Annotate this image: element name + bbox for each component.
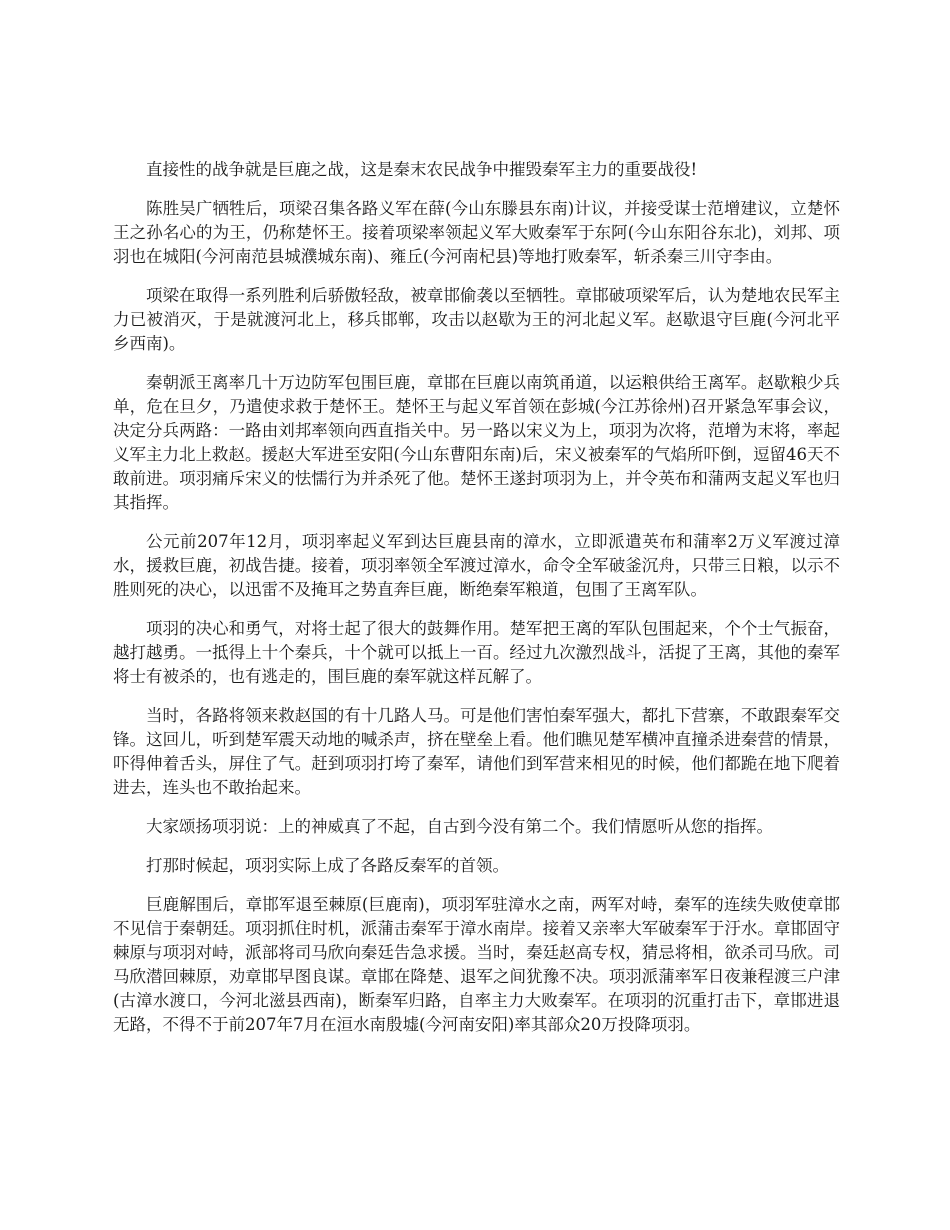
paragraph-9: 打那时候起，项羽实际上成了各路反秦军的首领。 [146,856,509,875]
paragraph-3: 项梁在取得一系列胜利后骄傲轻敌，被章邯偷袭以至牺牲。章邯破项梁军后，认为楚地农民军主力已被消灭，于是就渡河北上，移兵邯郸，攻击以赵歇为王的河北起义军。赵歇退守巨鹿(今河北平乡西南)。 [113,286,840,353]
paragraph-1: 直接性的战争就是巨鹿之战，这是秦末农民战争中摧毁秦军主力的重要战役! [146,160,698,179]
document-page [113,158,840,1052]
paragraph-2: 陈胜吴广牺牲后，项梁召集各路义军在薛(今山东滕县东南)计议，并接受谋士范增建议，立楚怀王之孙名心的为王，仍称楚怀王。接着项梁率领起义军大败秦军于东阿(今山东阳谷东北)，刘邦、项羽也在城阳(今河南范县城濮城东南)、雍丘(今河南杞县)等地打败秦军，斩杀秦三川守李由。 [113,199,840,266]
paragraph-10: 巨鹿解围后，章邯军退至棘原(巨鹿南)，项羽军驻漳水之南，两军对峙，秦军的连续失败使章邯不见信于秦朝廷。项羽抓住时机，派蒲击秦军于漳水南岸。接着又亲率大军破秦军于汙水。章邯固守棘原与项羽对峙，派部将司马欣向秦廷告急求援。当时，秦廷赵高专权，猜忌将相，欲杀司马欣。司马欣潜回棘原，劝章邯早图良谋。章邯在降楚、退军之间犹豫不决。项羽派蒲率军日夜兼程渡三户津(古漳水渡口，今河北滋县西南)，断秦军归路，自率主力大败秦军。在项羽的沉重打击下，章邯进退无路，不得不于前207年7月在洹水南殷墟(今河南安阳)率其部众20万投降项羽。 [113,895,840,1034]
paragraph-8: 大家颂扬项羽说：上的神威真了不起，自古到今没有第二个。我们情愿听从您的指挥。 [146,817,773,836]
paragraph-7: 当时，各路将领来救赵国的有十几路人马。可是他们害怕秦军强大，都扎下营寨，不敢跟秦军交锋。这回儿，听到楚军震天动地的喊杀声，挤在壁垒上看。他们瞧见楚军横冲直撞杀进秦营的情景，吓得伸着舌头，屏住了气。赶到项羽打垮了秦军，请他们到军营来相见的时候，他们都跪在地下爬着进去，连头也不敢抬起来。 [113,706,840,797]
paragraph-4: 秦朝派王离率几十万边防军包围巨鹿，章邯在巨鹿以南筑甬道，以运粮供给王离军。赵歇粮少兵单，危在旦夕，乃遣使求救于楚怀王。楚怀王与起义军首领在彭城(今江苏徐州)召开紧急军事会议，决定分兵两路：一路由刘邦率领向西直指关中。另一路以宋义为上，项羽为次将，范增为末将，率起义军主力北上救赵。援赵大军进至安阳(今山东曹阳东南)后，宋义被秦军的气焰所吓倒，逗留46天不敢前进。项羽痛斥宋义的怯懦行为并杀死了他。楚怀王遂封项羽为上，并令英布和蒲两支起义军也归其指挥。 [113,373,840,512]
paragraph-5: 公元前207年12月，项羽率起义军到达巨鹿县南的漳水，立即派遣英布和蒲率2万义军渡过漳水，援救巨鹿，初战告捷。接着，项羽率领全军渡过漳水，命令全军破釜沉舟，只带三日粮，以示不胜则死的决心，以迅雷不及掩耳之势直奔巨鹿，断绝秦军粮道，包围了王离军队。 [113,532,840,599]
paragraph-6: 项羽的决心和勇气，对将士起了很大的鼓舞作用。楚军把王离的军队包围起来，个个士气振奋，越打越勇。一抵得上十个秦兵，十个就可以抵上一百。经过九次激烈战斗，活捉了王离，其他的秦军将士有被杀的，也有逃走的，围巨鹿的秦军就这样瓦解了。 [113,619,840,686]
